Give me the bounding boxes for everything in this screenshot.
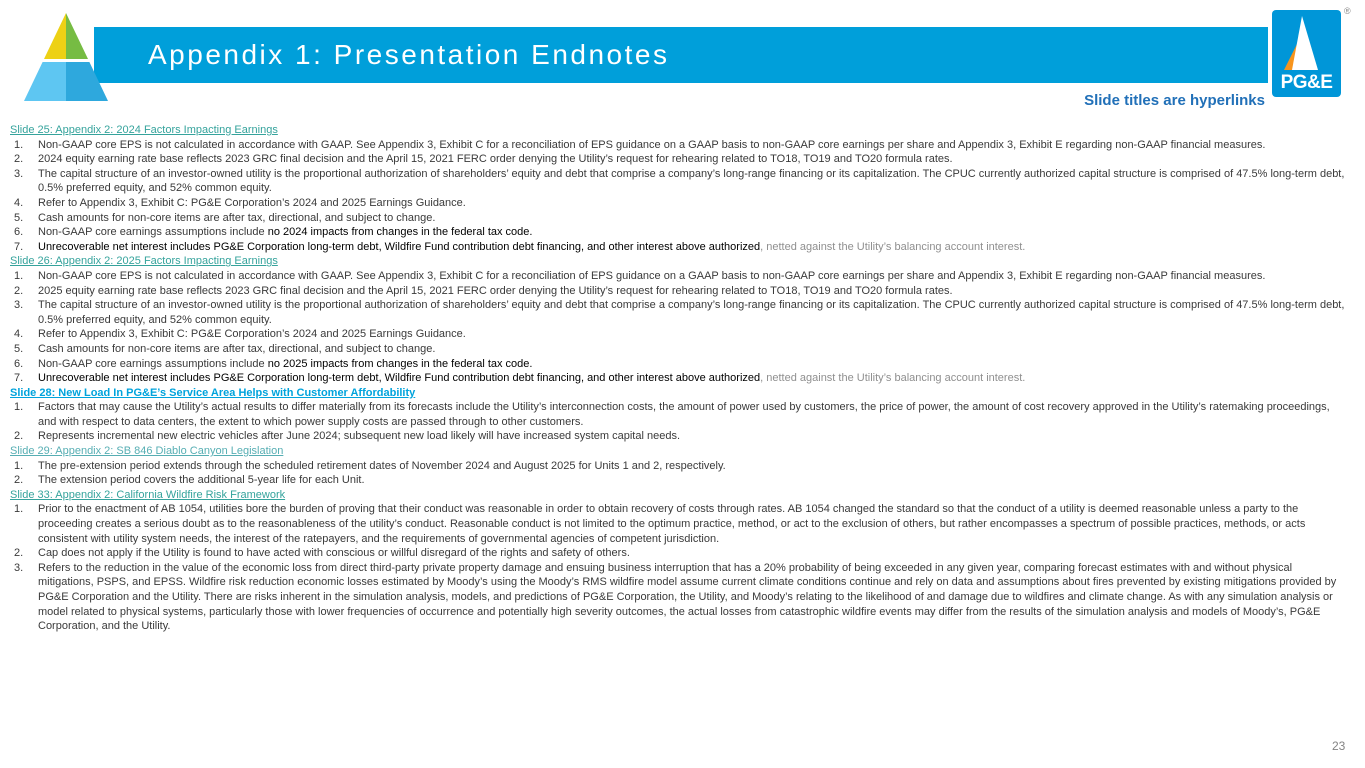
pge-logo	[1272, 10, 1341, 97]
endnote-text: The extension period covers the additional 5-year life for each Unit.	[38, 474, 365, 487]
endnote-text: Non-GAAP core earnings assumptions include	[38, 226, 268, 239]
endnote-list	[10, 459, 1350, 488]
endnote-text: 2025 equity earning rate base reflects 2023 GRC final decision and the April 15, 2021 FERC order denying the Utility’s request for rehearing related to TO18, TO19 and TO20 formula rates.	[38, 284, 953, 297]
pyramid-icon	[20, 5, 112, 105]
endnote-list	[10, 400, 1350, 444]
endnote-text: Refers to the reduction in the value of the economic loss from direct third-party private property damage and ensuing business interruption that has a 20% probability of being exceeded in any given year, comparing forecast estimates with and without physical mitigations, PSPS, and EPSS. Wildfire risk reduction economic losses estimated by Moody’s using the Moody’s RMS wildfire model assume current climate conditions continue and rely on data and assumptions about fires prevented by existing mitigations provided by PG&E Corporation and the Utility. There are risks inherent in the simulation analysis, models, and predictions of PG&E Corporation, the Utility, and Moody’s relating to the likelihood of and damage due to wildfires and climate change. As with any simulation analysis or model related to physical systems, particularly those with lower frequencies of occurrence and potentially high severity outcomes, the actual losses from catastrophic wildfire events may differ from the results of the simulation analysis and models of Moody’s, PG&E Corporation, and the Utility.	[38, 561, 1337, 633]
endnote-text: Refer to Appendix 3, Exhibit C: PG&E Corporation’s 2024 and 2025 Earnings Guidance.	[38, 196, 466, 209]
endnote-item	[10, 502, 1350, 546]
slide-title-link[interactable]: Slide 33: Appendix 2: California Wildfire Risk Framework	[10, 488, 286, 501]
endnote-text: The capital structure of an investor-owned utility is the proportional authorization of shareholders’ equity and debt that comprise a company’s long-range financing or its capitalization. The CPUC currently authorized capital structure is comprised of 47.5% long-term debt, 0.5% preferred equity, and 52% common equity.	[38, 167, 1345, 195]
endnote-section	[10, 254, 1350, 385]
slide-title-link[interactable]: Slide 28: New Load In PG&E’s Service Area Helps with Customer Affordability	[10, 386, 416, 399]
pyramid-logo	[20, 5, 112, 105]
endnotes	[10, 123, 1350, 634]
endnote-text: Unrecoverable net interest includes PG&E Corporation long-term debt, Wildfire Fund contribution debt financing, and other interest above authorized	[38, 372, 761, 385]
slide-title-link[interactable]: Slide 26: Appendix 2: 2025 Factors Impacting Earnings	[10, 255, 278, 268]
slide-title: Appendix 1: Presentation Endnotes	[148, 39, 670, 70]
endnote-item	[10, 225, 1350, 240]
endnote-text: Cap does not apply if the Utility is found to have acted with conscious or willful disregard of the rights and safety of others.	[38, 547, 630, 560]
endnote-text: no 2024 impacts from changes in the federal tax code.	[267, 226, 533, 239]
endnote-item	[10, 473, 1350, 488]
endnote-text: The pre-extension period extends through the scheduled retirement dates of November 2024 and August 2025 for Units 1 and 2, respectively.	[38, 459, 726, 472]
hyperlink-note: Slide titles are hyperlinks	[1084, 92, 1265, 109]
registered-mark-icon: ®	[1344, 6, 1351, 16]
slide-title-link[interactable]: Slide 29: Appendix 2: SB 846 Diablo Canyon Legislation	[10, 445, 284, 458]
slide-title-link[interactable]: Slide 25: Appendix 2: 2024 Factors Impacting Earnings	[10, 124, 278, 136]
endnote-text: Non-GAAP core EPS is not calculated in accordance with GAAP. See Appendix 3, Exhibit C for a reconciliation of EPS guidance on a GAAP basis to non-GAAP core earnings per share and Appendix 3, Exhibit E regarding non-GAAP financial measures.	[38, 269, 1266, 282]
endnote-item	[10, 138, 1350, 153]
endnote-item	[10, 298, 1350, 327]
endnote-item	[10, 211, 1350, 226]
endnote-item	[10, 196, 1350, 211]
header-band	[94, 27, 1268, 83]
endnote-section	[10, 444, 1350, 488]
endnote-item	[10, 371, 1350, 386]
endnote-item	[10, 357, 1350, 372]
endnote-text: Cash amounts for non-core items are after tax, directional, and subject to change.	[38, 342, 436, 355]
page-number: 23	[1332, 739, 1346, 753]
endnote-item	[10, 327, 1350, 342]
endnote-text: , netted against the Utility’s balancing account interest.	[760, 372, 1026, 385]
endnote-text: Factors that may cause the Utility’s actual results to differ materially from its forecasts include the Utility’s interconnection costs, the amount of power used by customers, the price of power, the amount of cost recovery approved in the Utility’s ratemaking proceedings, and with respect to data centers, the extent to which power supply costs are passed through to other customers.	[38, 401, 1330, 428]
endnote-item	[10, 546, 1350, 561]
endnote-text: 2024 equity earning rate base reflects 2023 GRC final decision and the April 15, 2021 FERC order denying the Utility’s request for rehearing related to TO18, TO19 and TO20 formula rates.	[38, 153, 953, 166]
endnote-section	[10, 123, 1350, 254]
endnote-item	[10, 167, 1350, 196]
endnote-list	[10, 269, 1350, 386]
endnote-text: , netted against the Utility’s balancing account interest.	[760, 240, 1026, 253]
endnote-list	[10, 138, 1350, 255]
endnote-text: no 2025 impacts from changes in the federal tax code.	[267, 357, 533, 370]
endnote-text: Unrecoverable net interest includes PG&E Corporation long-term debt, Wildfire Fund contribution debt financing, and other interest above authorized	[38, 240, 761, 253]
endnote-text: Non-GAAP core EPS is not calculated in accordance with GAAP. See Appendix 3, Exhibit C for a reconciliation of EPS guidance on a GAAP basis to non-GAAP core earnings per share and Appendix 3, Exhibit E regarding non-GAAP financial measures.	[38, 138, 1266, 151]
endnote-item	[10, 152, 1350, 167]
endnote-item	[10, 561, 1350, 634]
pge-wordmark: PG&E	[1280, 72, 1333, 93]
endnote-item	[10, 459, 1350, 474]
endnote-item	[10, 240, 1350, 255]
endnote-text: Prior to the enactment of AB 1054, utilities bore the burden of proving that their conduct was reasonable in order to obtain recovery of costs through rates. AB 1054 changed the standard so that the conduct of a utility is deemed reasonable unless a party to the proceeding creates a serious doubt as to the reasonableness of the utility’s conduct. Reasonable conduct is not limited to the optimum practice, method, or act to the exclusion of others, but rather encompasses a spectrum of possible practices, methods, or acts consistent with utility system needs, the interest of the ratepayers, and the requirements of governmental agencies of competent jurisdiction.	[38, 503, 1306, 545]
endnote-text: The capital structure of an investor-owned utility is the proportional authorization of shareholders’ equity and debt that comprise a company’s long-range financing or its capitalization. The CPUC currently authorized capital structure is comprised of 47.5% long-term debt, 0.5% preferred equity, and 52% common equity.	[38, 299, 1345, 326]
endnote-item	[10, 269, 1350, 284]
endnote-item	[10, 429, 1350, 444]
endnote-section	[10, 386, 1350, 444]
endnote-item	[10, 342, 1350, 357]
endnote-item	[10, 284, 1350, 299]
endnote-section	[10, 488, 1350, 634]
endnote-item	[10, 400, 1350, 429]
endnote-text: Cash amounts for non-core items are after tax, directional, and subject to change.	[38, 211, 436, 224]
endnote-text: Non-GAAP core earnings assumptions include	[38, 357, 268, 370]
endnote-text: Represents incremental new electric vehicles after June 2024; subsequent new load likely will have increased system capital needs.	[38, 430, 681, 443]
endnote-list	[10, 502, 1350, 633]
endnote-text: Refer to Appendix 3, Exhibit C: PG&E Corporation’s 2024 and 2025 Earnings Guidance.	[38, 328, 466, 341]
